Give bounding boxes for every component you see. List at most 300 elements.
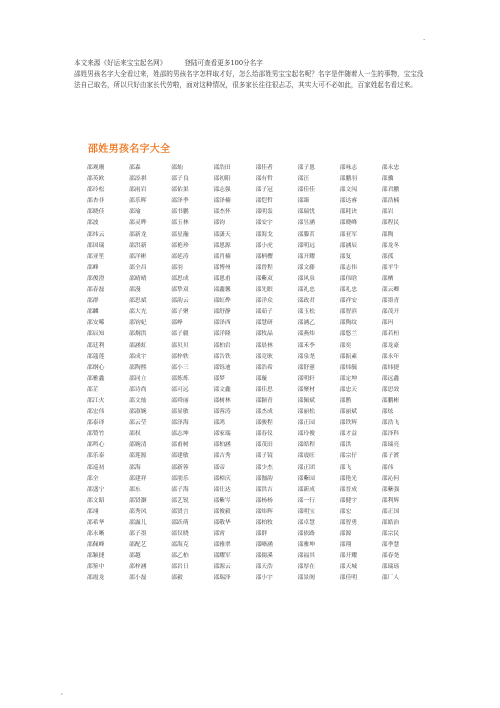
table-row xyxy=(86,252,423,263)
name-cell: 邵炜捷 xyxy=(381,364,400,371)
name-cell: 邵佳思 xyxy=(255,386,273,393)
name-cell: 邵正园 xyxy=(297,420,315,427)
table-row xyxy=(86,363,423,374)
table-row xyxy=(86,296,423,307)
name-cell: 邵志伟 xyxy=(339,264,358,271)
table-row xyxy=(86,507,423,518)
name-cell: 邵春磊 xyxy=(87,287,105,294)
name-cell: 邵泉尧 xyxy=(297,353,315,360)
table-row xyxy=(86,329,423,340)
name-cell: 邵东 xyxy=(129,486,141,493)
name-cell: 邵耀军 xyxy=(213,553,231,560)
name-cell: 邵玲松 xyxy=(87,187,105,194)
name-cell: 邵智滨 xyxy=(339,309,358,316)
name-cell: 邵杏非 xyxy=(87,198,105,205)
name-cell: 邵明宝 xyxy=(297,508,315,515)
name-cell: 邵波 xyxy=(87,220,99,227)
name-cell: 邵安宇 xyxy=(255,220,273,227)
name-cell: 邵厂人 xyxy=(381,575,400,582)
name-cell: 邵盛宁 xyxy=(87,486,105,493)
name-cell: 邵源云 xyxy=(213,564,231,571)
table-row xyxy=(86,218,423,229)
name-cell: 邵佳佳 xyxy=(297,187,315,194)
name-cell: 邵梓涵 xyxy=(129,564,147,571)
name-cell: 邵炜辉 xyxy=(255,508,273,515)
name-cell: 邵灵晔 xyxy=(129,220,147,227)
name-cell: 邵洪新 xyxy=(129,242,147,249)
name-cell: 邵禾李 xyxy=(297,342,315,349)
name-cell: 邵峰 xyxy=(87,264,99,271)
name-cell: 邵有哲 xyxy=(255,176,273,183)
table-row xyxy=(86,307,423,318)
name-cell: 邵智勇 xyxy=(339,520,358,526)
name-cell: 邵泰译 xyxy=(87,420,105,427)
name-cell: 邵玉松 xyxy=(297,309,315,316)
name-cell: 邵思成 xyxy=(171,275,189,282)
name-cell: 邵福其 xyxy=(297,553,315,560)
name-cell: 邵海克 xyxy=(171,542,189,549)
name-cell: 邵霞龙 xyxy=(87,575,105,582)
name-cell: 邵新龙 xyxy=(129,231,147,238)
name-cell: 邵芷 xyxy=(87,386,99,393)
name-cell: 邵瑞亮 xyxy=(381,442,400,449)
name-cell: 邵璇 xyxy=(255,375,268,382)
name-cell: 邵栖 xyxy=(381,275,394,282)
names-table xyxy=(86,163,423,585)
name-cell: 邵厚在 xyxy=(297,564,315,571)
name-cell: 邵杰怀 xyxy=(213,209,231,216)
name-cell: 邵瑜 xyxy=(129,209,141,216)
table-row xyxy=(86,274,423,285)
name-cell: 邵健宇 xyxy=(339,497,358,504)
name-cell: 邵柄樱 xyxy=(255,253,273,260)
name-cell: 邵陶 xyxy=(381,231,394,238)
name-cell: 邵羽 xyxy=(171,264,183,271)
name-cell: 邵龙冬 xyxy=(381,242,400,249)
name-cell: 邵挚双 xyxy=(171,287,189,294)
name-cell: 邵明轰 xyxy=(255,209,273,216)
name-cell: 邵瑞泽 xyxy=(213,575,231,582)
source-label: 本文来源《好运来宝宝起名网》 xyxy=(74,59,167,67)
name-cell: 邵咏志 xyxy=(339,165,358,171)
name-cell: 邵定坤 xyxy=(339,375,358,382)
name-cell: 邵秀风 xyxy=(129,508,147,515)
name-cell: 邵利辉 xyxy=(381,497,400,504)
name-cell: 邵舒蕙 xyxy=(297,364,315,371)
name-cell: 邵可远 xyxy=(171,386,189,393)
name-cell: 邵子海 xyxy=(171,486,189,493)
name-cell: 邵晋成 xyxy=(339,486,358,493)
name-cell: 邵慧研 xyxy=(255,320,273,327)
name-cell: 邵浩希 xyxy=(255,364,273,371)
name-cell: 邵思效 xyxy=(381,386,400,393)
name-cell: 邵子疆 xyxy=(171,331,189,338)
name-cell: 邵晴晴 xyxy=(129,275,147,282)
name-cell: 邵露儿 xyxy=(129,520,147,526)
name-cell: 邵骏程 xyxy=(255,420,273,427)
name-cell: 邵鉴中 xyxy=(87,564,105,571)
name-cell: 邵子渡 xyxy=(381,453,400,460)
name-cell: 邵晓峰 xyxy=(339,220,358,227)
name-cell: 邵晨林 xyxy=(255,342,273,349)
name-cell: 邵政君 xyxy=(297,298,315,305)
name-cell: 邵奕 xyxy=(339,342,352,349)
name-cell: 邵翊 xyxy=(87,508,99,515)
name-cell: 邵伽韵 xyxy=(255,475,273,482)
name-cell: 邵星瀚 xyxy=(171,231,189,238)
name-cell: 邵涵虹 xyxy=(129,342,147,349)
name-cell: 邵泽季 xyxy=(171,198,189,205)
name-cell: 邵淑婉 xyxy=(129,409,147,416)
name-cell: 邵乙柏 xyxy=(171,553,189,560)
name-cell: 邵耗诀 xyxy=(339,209,358,216)
name-cell: 邵梦 xyxy=(213,375,225,382)
name-cell: 邵洋众 xyxy=(255,298,273,305)
table-row xyxy=(86,385,423,396)
name-cell: 邵鹏彬 xyxy=(381,397,400,404)
name-cell: 邵志坤 xyxy=(171,431,189,438)
name-cell: 邵风泉 xyxy=(297,275,315,282)
name-cell: 邵诗尚 xyxy=(129,386,147,393)
name-cell: 邵飞 xyxy=(339,464,352,471)
name-cell: 邵亚军 xyxy=(339,231,358,238)
name-cell: 邵贤言 xyxy=(171,508,189,515)
name-cell: 邵博州 xyxy=(213,264,231,271)
name-cell: 邵巡初 xyxy=(87,464,105,471)
name-cell: 邵海戈 xyxy=(255,231,273,238)
name-cell: 邵臻 xyxy=(297,198,310,205)
name-cell: 邵景阁 xyxy=(297,575,315,582)
intro-block xyxy=(74,58,430,91)
table-row xyxy=(86,196,423,207)
name-cell: 邵竞耿 xyxy=(255,353,273,360)
name-cell: 邵乐泰 xyxy=(87,453,105,460)
name-cell: 邵天浩 xyxy=(255,564,273,571)
name-cell: 邵俊澄 xyxy=(87,275,105,282)
name-cell: 邵翔 xyxy=(339,542,352,549)
name-cell: 邵婉清 xyxy=(129,442,147,449)
name-cell: 邵恺哲 xyxy=(255,198,273,205)
name-cell: 邵骥 xyxy=(381,176,394,183)
name-cell: 邵希华 xyxy=(87,520,105,526)
name-cell: 邵新成 xyxy=(297,486,315,493)
name-cell: 邵正国 xyxy=(381,508,400,515)
name-cell: 邵炯洪 xyxy=(129,331,147,338)
name-cell: 邵牧晶 xyxy=(255,331,273,338)
page-footer-mark: ¸ xyxy=(60,687,64,695)
name-cell: 邵森 xyxy=(129,165,141,171)
name-cell: 邵大光 xyxy=(129,309,147,316)
name-cell: 邵伟 xyxy=(381,464,394,471)
name-cell: 邵贝贝 xyxy=(171,342,189,349)
name-cell: 邵浩飞 xyxy=(381,420,400,427)
name-cell: 邵麟 xyxy=(87,309,99,316)
name-cell: 邵岩日 xyxy=(171,564,189,571)
name-cell: 邵陶熙 xyxy=(129,364,147,371)
name-cell: 邵舜丽 xyxy=(171,397,189,404)
name-cell: 邵茹子 xyxy=(255,309,273,316)
name-cell: 邵丽斌 xyxy=(339,409,358,416)
name-cell: 邵震旺 xyxy=(297,453,315,460)
name-cell: 邵树林 xyxy=(213,397,231,404)
name-cell: 邵雅鑫 xyxy=(87,375,105,382)
name-cell: 邵柏岩 xyxy=(213,342,231,349)
name-cell: 邵江火 xyxy=(87,397,105,404)
name-cell: 邵紫强 xyxy=(381,486,400,493)
name-cell: 邵晰涵 xyxy=(255,542,273,549)
name-cell: 邵蓉涛 xyxy=(213,409,231,416)
name-cell: 邵帝 xyxy=(213,464,225,471)
name-cell: 邵亚笙 xyxy=(87,253,105,260)
name-cell: 邵振素 xyxy=(339,353,358,360)
name-cell: 邵杨杨 xyxy=(255,497,273,504)
name-cell: 邵春尧 xyxy=(381,553,400,560)
name-cell: 邵延涛 xyxy=(171,253,189,260)
name-cell: 邵吉秀 xyxy=(213,453,231,460)
name-cell: 邵揚溪 xyxy=(255,553,273,560)
table-row xyxy=(86,540,423,551)
name-cell: 邵舒静 xyxy=(213,309,231,316)
table-row xyxy=(86,418,423,429)
section-title: 邵姓男孩名字大全 xyxy=(88,144,171,155)
name-cell: 邵英欧 xyxy=(87,176,105,183)
name-cell: 邵先眠 xyxy=(255,287,273,294)
name-cell: 邵初阳 xyxy=(213,176,231,183)
name-cell: 邵紫双 xyxy=(255,275,273,282)
name-cell: 邵泽楠 xyxy=(213,198,231,205)
name-cell: 邵永年 xyxy=(381,353,400,360)
name-cell: 邵宗民 xyxy=(381,531,400,538)
name-cell: 邵鑫馨 xyxy=(213,287,231,294)
name-cell: 邵韵云 xyxy=(171,298,189,305)
name-cell: 邵宏伟 xyxy=(87,409,105,416)
name-cell: 邵泽海 xyxy=(171,420,189,427)
name-cell: 邵炼炼 xyxy=(171,375,189,382)
table-row xyxy=(86,518,423,529)
table-row xyxy=(86,407,423,418)
name-cell: 邵涵辰 xyxy=(339,242,358,249)
name-cell: 邵茂田 xyxy=(255,442,273,449)
table-row xyxy=(86,318,423,329)
name-cell: 邵海 xyxy=(129,464,141,471)
name-cell: 邵孤 xyxy=(381,253,394,260)
name-cell: 邵一行 xyxy=(297,497,315,504)
name-cell: 邵礼忠 xyxy=(339,287,358,294)
name-cell: 邵恩源 xyxy=(213,242,231,249)
name-cell: 邵小宇 xyxy=(255,575,273,582)
page-corner-mark: · xyxy=(423,36,426,44)
name-cell: 邵建敏 xyxy=(171,453,189,460)
name-cell: 邵正团 xyxy=(297,464,315,471)
name-cell: 邵思斌 xyxy=(129,298,147,305)
name-cell: 邵永忠 xyxy=(381,165,400,171)
name-cell: 邵毅 xyxy=(171,575,183,582)
name-cell: 邵复 xyxy=(339,253,352,260)
name-cell: 邵子良 xyxy=(171,176,189,183)
name-cell: 邵辰知 xyxy=(87,331,105,338)
name-cell: 邵玲俊 xyxy=(297,431,315,438)
name-cell: 邵汪 xyxy=(297,176,310,183)
name-cell: 邵安晞 xyxy=(87,320,105,327)
name-cell: 邵群 xyxy=(255,531,268,538)
table-row xyxy=(86,474,423,485)
name-cell: 邵泽西 xyxy=(213,320,231,327)
name-cell: 邵伟晗 xyxy=(339,275,358,282)
name-cell: 邵群 xyxy=(87,298,99,305)
table-row xyxy=(86,285,423,296)
name-cell: 邵瑞忧 xyxy=(297,209,315,216)
name-cell: 邵跃萌 xyxy=(171,520,189,526)
name-cell: 邵天城 xyxy=(339,564,358,571)
name-cell: 邵涵乙 xyxy=(297,320,315,327)
name-cell: 邵皓程 xyxy=(297,442,315,449)
name-cell: 邵洋隆 xyxy=(213,331,231,338)
table-row xyxy=(86,551,423,562)
name-cell: 邵小磊 xyxy=(129,575,147,582)
name-cell: 邵峥 xyxy=(171,320,183,327)
name-cell: 邵告铁 xyxy=(213,353,231,360)
table-row xyxy=(86,463,423,474)
name-cell: 邵仅晓 xyxy=(171,531,189,538)
name-cell: 邵文闯 xyxy=(339,187,358,194)
name-cell: 邵书鹏 xyxy=(171,209,189,216)
name-cell: 邵灿 xyxy=(171,165,183,171)
name-cell: 邵钧 xyxy=(213,220,225,227)
name-cell: 邵祥安 xyxy=(339,298,358,305)
name-cell: 邵礼忠 xyxy=(297,287,315,294)
name-cell: 邵敬华 xyxy=(213,520,231,526)
name-cell: 邵俊毅 xyxy=(213,508,231,515)
name-cell: 邵潇天 xyxy=(213,231,231,238)
name-cell: 邵廷利 xyxy=(87,342,105,349)
name-cell: 邵燕炜 xyxy=(297,331,315,338)
table-row xyxy=(86,573,423,584)
name-cell: 邵子恩 xyxy=(297,165,315,171)
name-cell: 邵季慧 xyxy=(381,542,400,549)
name-cell: 邵开耀 xyxy=(297,253,315,260)
name-cell: 邵小三 xyxy=(171,364,189,371)
name-cell: 邵紫园 xyxy=(297,475,315,482)
name-cell: 邵鸿 xyxy=(213,420,225,427)
name-cell: 邵皓治 xyxy=(381,520,400,526)
name-cell: 邵铄迪 xyxy=(213,364,231,371)
name-cell: 邵云卿 xyxy=(381,287,400,294)
name-cell: 邵雅坤 xyxy=(297,542,315,549)
name-cell: 邵佑果 xyxy=(171,187,189,194)
name-cell: 邵明轩 xyxy=(297,375,315,382)
name-cell: 邵源 xyxy=(339,531,352,538)
name-cell: 邵宗仔 xyxy=(339,453,358,460)
table-row xyxy=(86,496,423,507)
name-cell: 邵浩楠 xyxy=(381,198,400,205)
name-cell: 邵杰成 xyxy=(255,409,273,416)
name-cell: 邵虹烨 xyxy=(213,298,231,305)
name-cell: 邵子墨 xyxy=(129,531,147,538)
name-cell: 邵洪吉 xyxy=(255,486,273,493)
name-cell: 邵沁何 xyxy=(381,475,400,482)
name-cell: 邵春仪 xyxy=(255,431,273,438)
name-cell: 邵雨岩 xyxy=(129,187,147,194)
name-cell: 邵柏涵 xyxy=(213,442,231,449)
name-cell: 邵权 xyxy=(129,431,141,438)
name-cell: 邵子冠 xyxy=(255,187,273,194)
table-row xyxy=(86,185,423,196)
name-cell: 邵玛 xyxy=(381,320,394,327)
table-row xyxy=(86,562,423,573)
name-cell: 邵配艺 xyxy=(129,542,147,549)
name-cell: 邵霄 xyxy=(213,531,225,538)
name-cell: 邵漫 xyxy=(129,287,141,294)
name-cell: 邵志强 xyxy=(213,187,231,194)
intro-paragraph: 邵姓男孩名字大全看过来，姓邵的男孩名字怎样取才好，怎么给邵姓男宝宝起名呢？名字是伴随着人一生的事物，宝宝没法自己取名，所以只好由家长代劳啦，面对这种情况，很多家长往往很忐忑，其实大可不必如此，百家姓起名看过来。 xyxy=(74,70,424,89)
name-cell: 邵乐晖 xyxy=(129,198,147,205)
table-row xyxy=(86,396,423,407)
name-cell: 邵鹊 xyxy=(339,397,352,404)
name-cell: 邵柏牧 xyxy=(255,520,273,526)
name-cell: 邵墨青 xyxy=(381,298,400,305)
name-cell: 邵樟庆 xyxy=(213,475,231,482)
name-cell: 邵开耀 xyxy=(339,553,358,560)
name-cell: 邵丽松 xyxy=(297,409,315,416)
name-cell: 邵陶纹 xyxy=(339,320,358,327)
login-link[interactable]: 登陆可查看更多100分名字 xyxy=(184,59,263,67)
table-row xyxy=(86,341,423,352)
name-cell: 邵龙豪 xyxy=(381,342,400,349)
table-row xyxy=(86,352,423,363)
name-cell: 邵朋乐 xyxy=(171,475,189,482)
name-cell: 邵全 xyxy=(87,475,99,482)
name-cell: 邵岩 xyxy=(381,209,394,216)
name-cell: 邵添祺 xyxy=(129,176,147,183)
name-cell: 邵程民 xyxy=(381,220,400,227)
name-cell: 邵子镜 xyxy=(255,453,273,460)
name-cell: 邵晓佳 xyxy=(87,209,105,216)
table-row xyxy=(86,207,423,218)
name-cell: 邵颖青 xyxy=(255,397,273,404)
name-cell: 邵达睿 xyxy=(339,198,358,205)
table-row xyxy=(86,263,423,274)
name-cell: 邵佩峰 xyxy=(87,542,105,549)
name-cell: 邵平牛 xyxy=(381,264,400,271)
name-cell: 邵赞竹 xyxy=(87,431,105,438)
intro-source-line xyxy=(74,58,430,69)
name-cell: 邵铁辉 xyxy=(339,420,358,427)
name-cell: 邵少杰 xyxy=(255,464,273,471)
name-cell: 邵明远 xyxy=(297,242,315,249)
name-cell: 邵茂开 xyxy=(381,309,400,316)
name-cell: 邵成宇 xyxy=(129,353,147,360)
name-cell: 邵依路 xyxy=(297,531,315,538)
name-cell: 邵鸣心 xyxy=(87,442,105,449)
table-row xyxy=(86,451,423,462)
name-cell: 邵瑞瑶 xyxy=(381,564,400,571)
name-cell: 邵梓轶 xyxy=(171,353,189,360)
name-cell: 邵忠天 xyxy=(339,386,358,393)
table-row xyxy=(86,163,423,174)
name-cell: 邵曾程 xyxy=(255,264,273,271)
name-cell: 邵贤灏 xyxy=(129,497,147,504)
name-cell: 邵鹏羽 xyxy=(339,176,358,183)
name-cell: 邵文鑫 xyxy=(213,386,231,393)
name-cell: 邵滕茗 xyxy=(297,231,315,238)
name-cell: 邵同立 xyxy=(129,375,147,382)
name-cell: 邵家瑞 xyxy=(213,431,231,438)
name-cell: 邵艳珍 xyxy=(171,242,189,249)
name-cell: 邵纲心 xyxy=(87,364,105,371)
table-row xyxy=(86,440,423,451)
name-cell: 邵肖楠 xyxy=(213,253,231,260)
name-cell: 邵云莹 xyxy=(129,420,147,427)
